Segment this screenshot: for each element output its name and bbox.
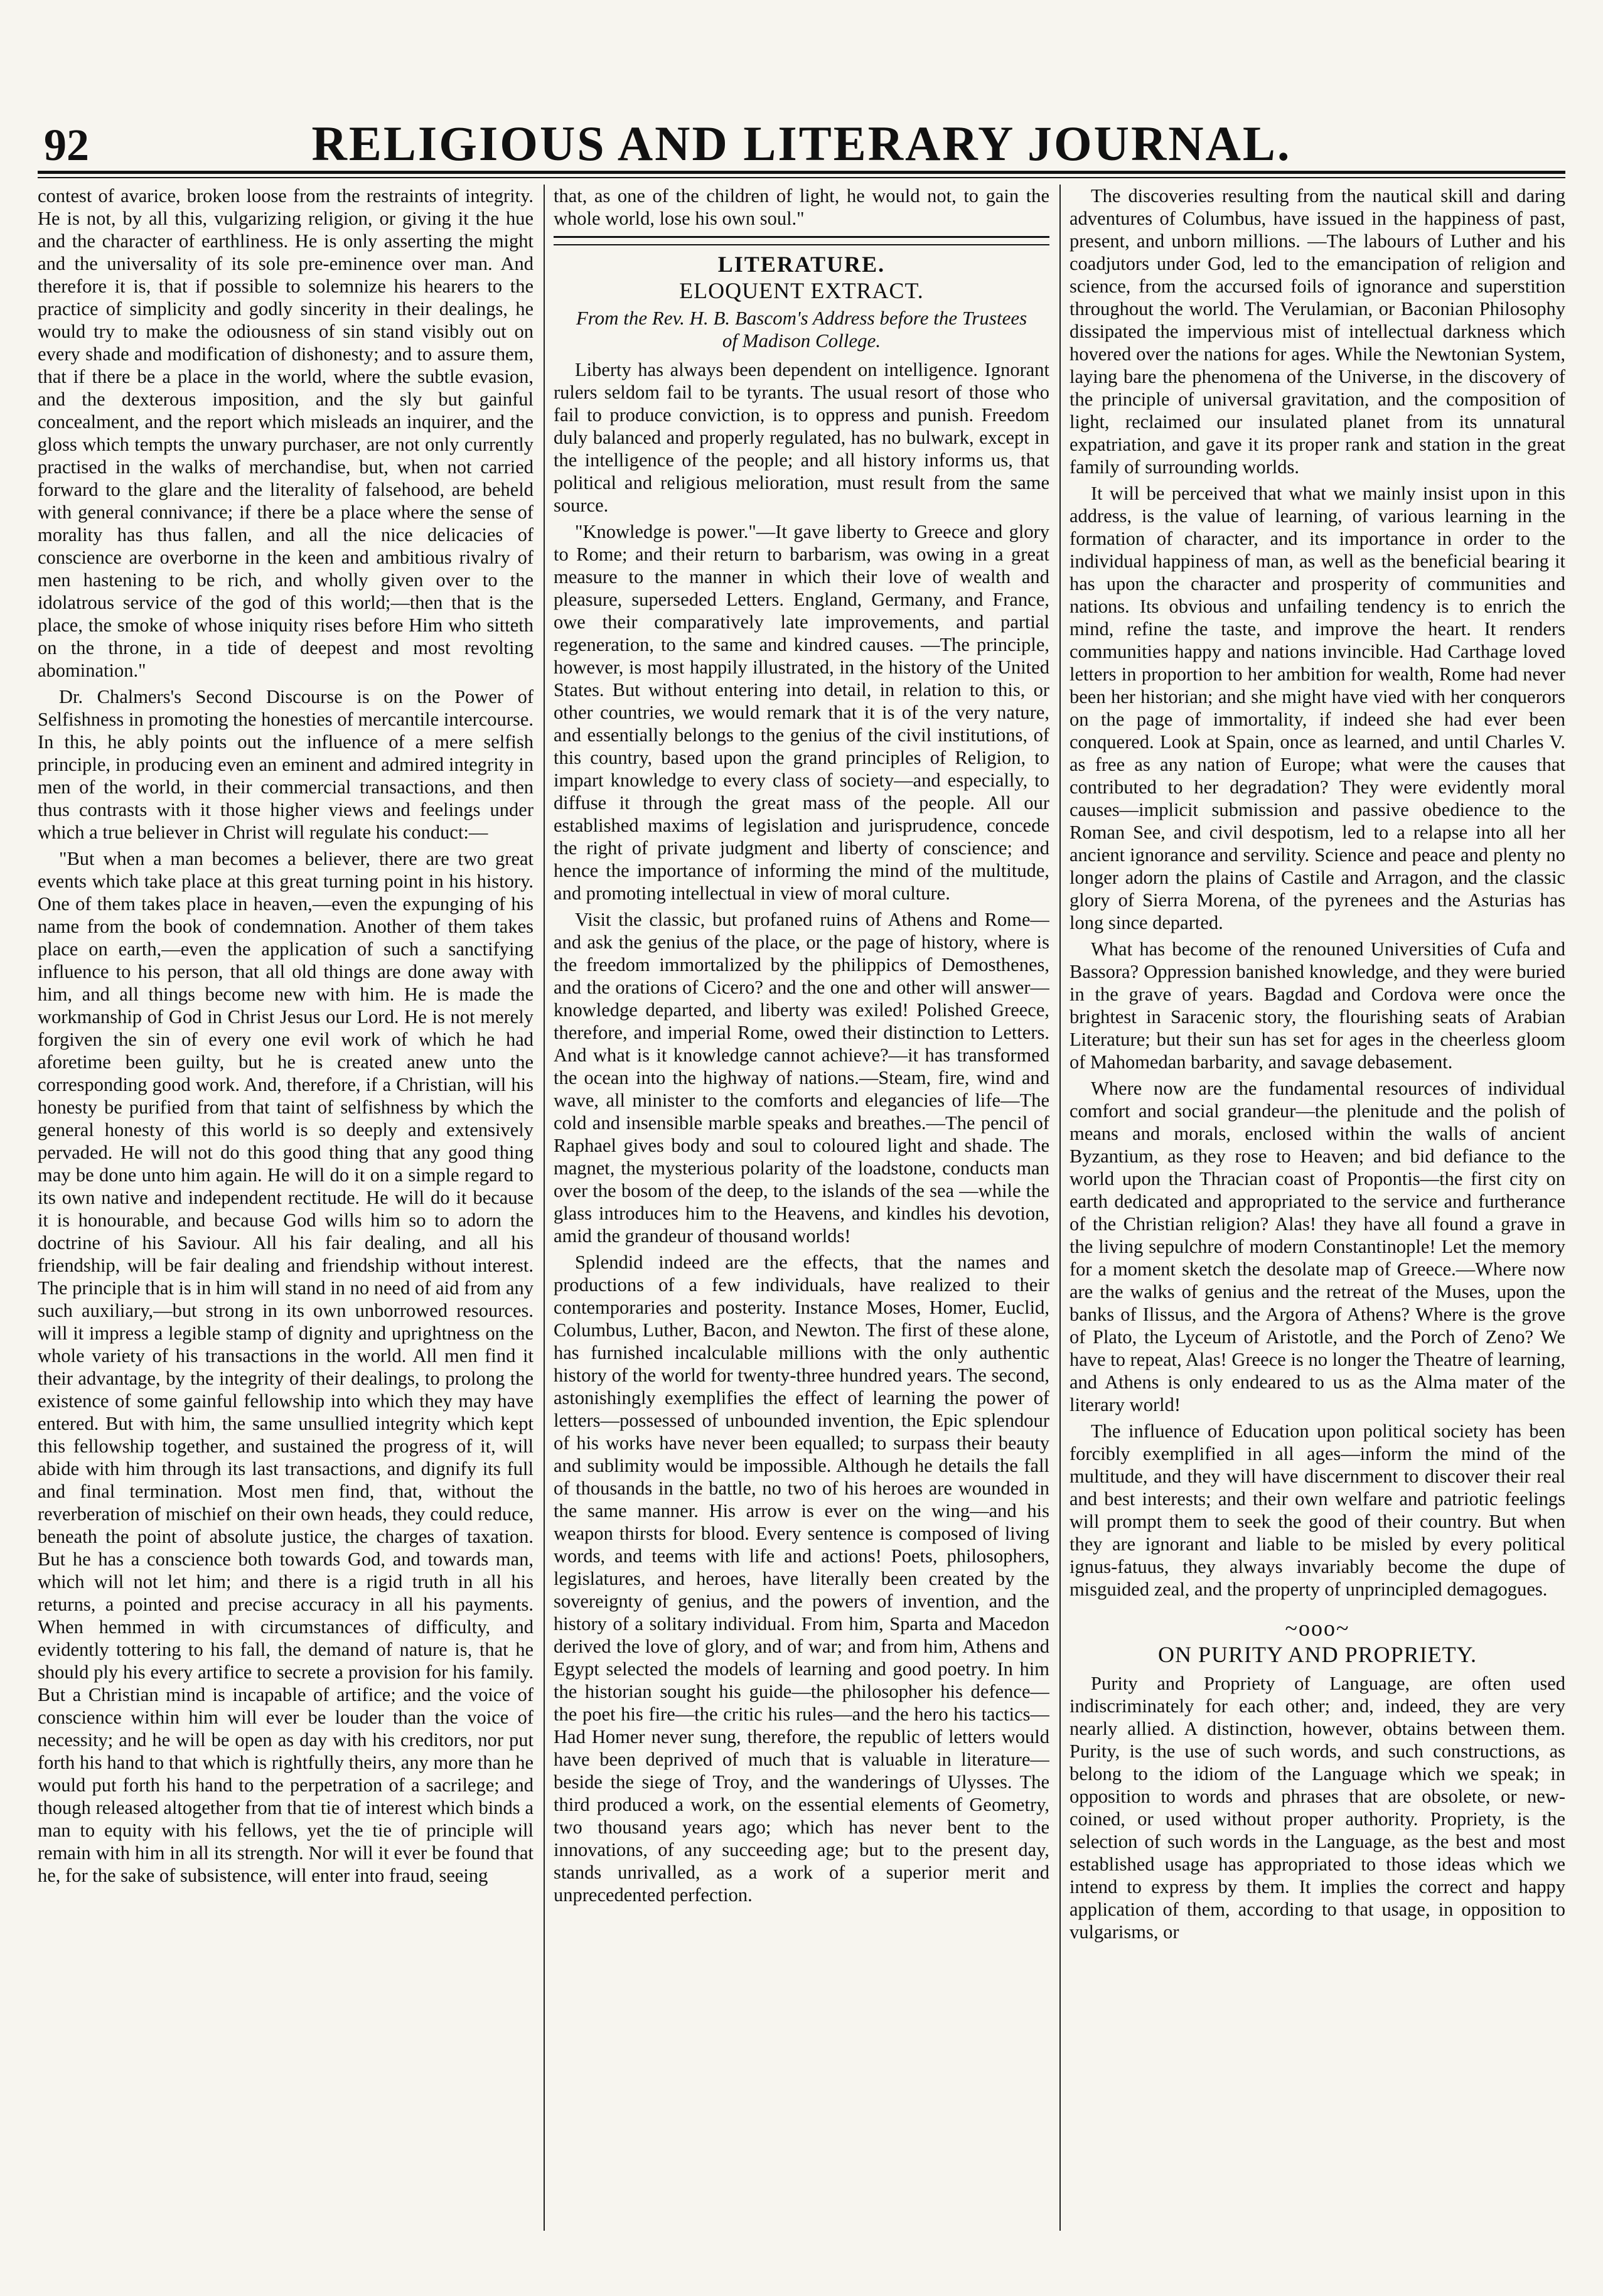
column-1	[38, 185, 533, 2231]
article-credit: From the Rev. H. B. Bascom's Address before the Trustees of Madison College.	[576, 307, 1027, 351]
article-title: ELOQUENT EXTRACT.	[679, 278, 924, 303]
paragraph: Where now are the fundamental resources of individual comfort and social grandeur—the plenitude and the polish of means and morals, enclosed within the walls of ancient Byzantium, as they rose to Heaven; and bid defiance to the world upon the Thracian coast of Propontis—the first city on earth dedicated and appropriated to the service and furtherance of the Christian religion? Alas! they have all found a grave in the living sepulchre of modern Constantinople! Let the memory for a moment sketch the desolate map of Greece.—Where now are the walks of genius and the retreat of the Muses, upon the banks of Ilissus, and the Argora of Athens? Where is the grove of Plato, the Lyceum of Aristotle, and the Porch of Zeno? We have to repeat, Alas! Greece is no longer the Theatre of learning, and Athens is only endeared to us as the Alma mater of the literary world!	[1070, 1078, 1565, 1415]
paragraph: It will be perceived that what we mainly insist upon in this address, is the value of learning, of various learning in the formation of character, and its importance in order to the individual happiness of man, as well as the beneficial bearing it has upon the character and prosperity of communities and nations. Its obvious and unfailing tendency is to enrich the mind, refine the taste, and improve the heart. It renders communities happy and nations invincible. Had Carthage loved letters in proportion to her ambition for wealth, Rome had never been her historian; and she might have vied with her conquerors on the page of immortality, if indeed she had ever been conquered. Look at Spain, once as learned, and until Charles V. as free as any nation of Europe; what were the causes that contributed to her degradation? They were evidently moral causes—implicit submission and passive obedience to the Roman See, and civil despotism, led to a relapse into all her ancient ignorance and servility. Science and peace and plenty no longer adorn the plains of Castile and Arragon, and the classic glory of Sierra Morena, of the pyrenees and the Asturias has long since departed.	[1070, 483, 1565, 933]
journal-title: RELIGIOUS AND LITERARY JOURNAL.	[311, 116, 1292, 171]
page-header	[38, 100, 1565, 176]
paragraph: Splendid indeed are the effects, that the names and productions of a few individuals, have realized to their contemporaries and posterity. Instance Moses, Homer, Euclid, Columbus, Luther, Bacon, and Newton. The first of these alone, has furnished incalculable millions with the only authentic history of the world for twenty-three hundred years. The second, astonishingly exemplifies the effect of learning the power of letters—possessed of unbounded invention, the Epic splendour of his works have never been equalled; to surpass their beauty and sublimity would be impossible. Although he details the fall of thousands in the battle, no two of his heroes are wounded in the same manner. His arrow is ever on the wing—and his weapon thirsts for blood. Every sentence is composed of living words, and teems with life and actions! Poets, philosophers, legislatures, and heroes, have literally been created by the sovereignty of genius, and the powers of invention, and the history of a solitary individual. From him, Sparta and Macedon derived the love of glory, and of war; and from him, Athens and Egypt selected the models of learning and good poetry. In him the historian sought his guide—the philosopher his defence—the poet his fire—the critic his rules—and the hero his tactics—Had Homer never sung, therefore, the republic of letters would have been deprived of much that is valuable in literature—beside the siege of Troy, and the wanderings of Ulysses. The third produced a work, on the essential elements of Geometry, two thousand years ago; which has never bent to the innovations, of any succeeding age; but to the present day, stands unrivalled, as a work of a superior merit and unprecedented perfection.	[554, 1252, 1049, 1906]
paragraph: The influence of Education upon political society has been forcibly exemplified in all ages—inform the mind of the multitude, and they will have discernment to discover their real and best interests; and their own welfare and patriotic feelings will prompt them to seek the good of their country. But when they are ignorant and liable to be misled by every political ignus-fatuus, they always invariably become the dupe of misguided zeal, and the property of unprincipled demagogues.	[1070, 1420, 1565, 1600]
paragraph: "Knowledge is power."—It gave liberty to Greece and glory to Rome; and their return to barbarism, was owing in a great measure to the manner in which their love of wealth and pleasure, superseded Letters. England, Germany, and France, owe their comparatively late improvements, and partial regeneration, to the same and kindred causes. —The principle, however, is most happily illustrated, in the history of the United States. But without entering into detail, in relation to this, or other countries, we would remark that it is of the very nature, and essentially belongs to the genius of the civil institutions, of this country, based upon the grand principles of Religion, to impart knowledge to every class of society—and especially, to diffuse it through the great mass of the people. All our established maxims of legislation and jurisprudence, concede the right of private judgment and liberty of conscience; and hence the importance of informing the mind of the multitude, and promoting intellectual in view of moral culture.	[554, 521, 1049, 904]
header-rule-thick	[38, 171, 1565, 174]
paragraph: The discoveries resulting from the nautical skill and daring adventures of Columbus, have issued in the happiness of past, present, and unborn millions. —The labours of Luther and his coadjutors under God, led to the emancipation of religion and science, from the accursed foils of ignorance and superstition throughout the world. The Verulamian, or Baconian Philosophy dissipated the impervious mist of intellectual darkness which hovered over the nations for ages. While the Newtonian System, laying bare the phenomena of the Universe, in the discovery of the principle of universal gravitation, and the composition of light, reclaimed our insulated planet from its unnatural expatriation, and gave it its proper rank and station in the great family of surrounding worlds.	[1070, 185, 1565, 478]
paragraph: Liberty has always been dependent on intelligence. Ignorant rulers seldom fail to be tyrants. The usual resort of those who fail to produce conviction, is to oppress and punish. Freedom duly balanced and properly regulated, has no bulwark, except in the intelligence of the people; and all history informs us, that political and religious melioration, must result from the same source.	[554, 359, 1049, 516]
column-divider	[1059, 185, 1061, 2231]
divider	[554, 244, 1049, 245]
header-rule-thin	[38, 177, 1565, 178]
paragraph: Dr. Chalmers's Second Discourse is on the Power of Selfishness in promoting the honesties of mercantile intercourse. In this, he ably points out the influence of a mere selfish principle, in producing even an eminent and admired integrity in men of the world, in their commercial transactions, and then thus contrasts with it those higher views and feelings under which a true believer in Christ will regulate his conduct:—	[38, 686, 533, 843]
paragraph: Purity and Propriety of Language, are often used indiscriminately for each other; and, indeed, they are very nearly allied. A distinction, however, obtains between them. Purity, is the use of such words, and such constructions, as belong to the idiom of the Language which we speak; in opposition to words and phrases that are obsolete, or new-coined, or used without proper authority. Propriety, is the selection of such words in the Language, as the best and most established usage has appropriated to those ideas which we intend to express by them. It implies the correct and happy application of them, according to that usage, in opposition to vulgarisms, or	[1070, 1673, 1565, 1943]
column-3	[1070, 185, 1565, 2231]
page-number: 92	[44, 120, 89, 170]
column-divider	[544, 185, 545, 2231]
ornament: ~ooo~	[1285, 1616, 1350, 1641]
article-title: ON PURITY AND PROPRIETY.	[1157, 1642, 1477, 1667]
paragraph: "But when a man becomes a believer, there are two great events which take place at this great turning point in his history. One of them takes place in heaven,—even the expunging of his name from the book of condemnation. Another of them takes place on earth,—even the application of such a sanctifying influence to his person, that all old things are done away with him, and all things become new with him. He is made the workmanship of God in Christ Jesus our Lord. He is not merely forgiven the sin of every one evil work of which he had aforetime been guilty, but he is created anew unto the corresponding good work. And, therefore, if a Christian, will his honesty be purified from that taint of selfishness by which the general honesty of this world is so deeply and extensively pervaded. He will not do this good thing that any good thing may be done unto him again. He will do it on a simple regard to its own native and independent rectitude. He will do it because it is honourable, and because God wills him so to adorn the doctrine of his Saviour. All his fair dealing, and all his friendship, will be fair dealing and friendship without interest. The principle that is in him will stand in no need of aid from any such auxiliary,—but strong in its own unborrowed resources. will it impress a legible stamp of dignity and uprightness on the whole variety of his transactions in the world. All men find it their advantage, by the integrity of their dealings, to prolong the existence of some gainful fellowship into which they may have entered. But with him, the same unsullied integrity which kept this fellowship together, and sustained the progress of it, will abide with him through its last transactions, and dignify its full and final termination. Most men find, that, without the reverberation of mischief on their own heads, they could reduce, beneath the point of absolute justice, the charges of taxation. But he has a conscience both towards God, and towards man, which will not let him; and there is a rigid truth in all his returns, a pointed and precise accuracy in all his payments. When hemmed in with circumstances of difficulty, and evidently tottering to his fall, the demand of nature is, that he should ply his every artifice to secrete a provision for his family. But a Christian mind is incapable of artifice; and the voice of conscience within him will ever be louder than the voice of necessity; and he will be open as day with his creditors, nor put forth his hand to that which is rightfully theirs, any more than he would put forth his hand to the perpetration of a sacrilege; and though released altogether from that tie of interest which binds a man to equity with his fellows, yet the tie of principle will remain with him in all its strength. Nor will it ever be found that he, for the sake of subsistence, will enter into fraud, seeing	[38, 848, 533, 1886]
paragraph: What has become of the renouned Universities of Cufa and Bassora? Oppression banished knowledge, and they were buried in the grave of years. Bagdad and Cordova were once the brightest in Saracenic story, the flourishing seats of Arabian Literature; but their sun has set for ages in the cheerless gloom of Mahomedan barbarity, and savage debasement.	[1070, 938, 1565, 1073]
paragraph: contest of avarice, broken loose from the restraints of integrity. He is not, by all this, vulgarizing religion, or giving it the hue and the character of earthliness. He is only asserting the might and the universality of its sole pre-eminence over man. And therefore it is, that if possible to solemnize his hearers to the practice of simplicity and godly sincerity in their dealings, he would try to make the odiousness of sin stand visibly out on every shade and modification of dishonesty; and to assure them, that if there be a place in the world, where the subtle evasion, and the dexterous imposition, and the sly but gainful concealment, and the report which misleads an inquirer, and the gloss which tempts the unwary purchaser, are not only currently practised in the walks of merchandise, but, when not carried forward to the glare and the literality of falsehood, are beheld with general connivance; if there be a place where the sense of morality has thus fallen, and all the nice delicacies of conscience are overborne in the keen and ambitious rivalry of men hastening to be rich, and wholly given over to the idolatrous service of the god of this world;—then that is the place, the smoke of whose iniquity rises before Him who sitteth on the throne, in a tide of deepest and most revolting abomination."	[38, 185, 533, 681]
divider	[554, 236, 1049, 238]
section-title: LITERATURE.	[717, 252, 886, 277]
paragraph: Visit the classic, but profaned ruins of Athens and Rome—and ask the genius of the place, or the page of history, where is the freedom immortalized by the philippics of Demosthenes, and the orations of Cicero? and the one and other will answer—knowledge departed, and liberty was exiled! Polished Greece, therefore, and imperial Rome, owed their distinction to Letters. And what is it knowledge cannot achieve?—it has transformed the ocean into the highway of nations.—Steam, fire, wind and wave, all minister to the comforts and elegancies of life—The cold and insensible marble speaks and breathes.—The pencil of Raphael gives body and soul to coloured light and shade. The magnet, the mysterious polarity of the loadstone, conducts man over the bosom of the deep, to the islands of the sea —while the glass introduces him to the Heavens, and kindles his devotion, amid the grandeur of thousand worlds!	[554, 909, 1049, 1247]
columns	[38, 185, 1565, 2231]
column-2	[554, 185, 1049, 2231]
paragraph: that, as one of the children of light, he would not, to gain the whole world, lose his own soul."	[554, 185, 1049, 229]
journal-page	[38, 100, 1565, 2234]
